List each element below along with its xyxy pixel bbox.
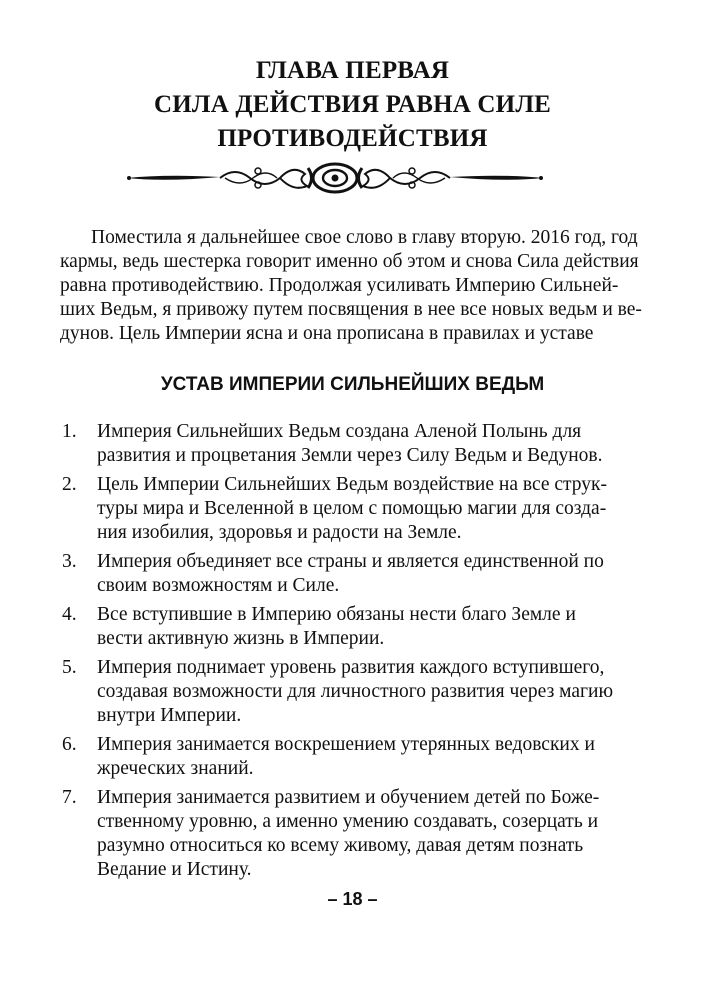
intro-line: дунов. Цель Империи ясна и она прописана в правилах и уставе — [60, 323, 594, 344]
list-item-line: внутри Империи. — [97, 705, 242, 726]
intro-line: кармы, ведь шестерка говорит именно об этом и снова Сила действия — [60, 251, 639, 272]
list-item — [60, 603, 660, 651]
list-item — [60, 656, 660, 728]
list-item-line: создавая возможности для личностного развития через магию — [97, 681, 614, 702]
charter-list — [60, 420, 660, 887]
page-number: – 18 – — [327, 889, 378, 909]
list-item-number: 7. — [62, 787, 77, 808]
decorative-flourish-icon — [125, 160, 545, 196]
list-item-line: своим возможностям и Силе. — [97, 575, 340, 596]
intro-line: равна противодействию. Продолжая усиливать Империю Сильней- — [60, 275, 619, 296]
list-item-number: 4. — [62, 604, 77, 625]
list-item-number: 5. — [62, 657, 77, 678]
list-item-line: Империя занимается развитием и обучением детей по Боже- — [97, 787, 600, 808]
list-item-line: Цель Империи Сильнейших Ведьм воздействие на все струк- — [97, 474, 607, 495]
intro-line: Поместила я дальнейшее свое слово в главу вторую. 2016 год, год — [91, 227, 638, 248]
list-item-number: 3. — [62, 551, 77, 572]
list-item — [60, 473, 660, 545]
intro-line: ших Ведьм, я привожу путем посвящения в нее все новых ведьм и ве- — [60, 299, 642, 320]
list-item-line: жреческих знаний. — [97, 758, 254, 779]
section-heading: УСТАВ ИМПЕРИИ СИЛЬНЕЙШИХ ВЕДЬМ — [160, 374, 545, 395]
list-item — [60, 550, 660, 598]
list-item-line: Империя Сильнейших Ведьм создана Аленой Полынь для — [97, 421, 582, 442]
list-item — [60, 420, 660, 468]
intro-paragraph — [60, 226, 658, 346]
chapter-title-line: СИЛА ДЕЙСТВИЯ РАВНА СИЛЕ — [153, 91, 552, 118]
list-item-line: развития и процветания Земли через Силу Ведьм и Ведунов. — [97, 445, 603, 466]
chapter-title — [0, 54, 705, 156]
list-item-line: Ведание и Истину. — [97, 859, 252, 880]
list-item — [60, 786, 660, 882]
list-item-line: Империя занимается воскрешением утерянных ведовских и — [97, 734, 595, 755]
list-item-line: Все вступившие в Империю обязаны нести благо Земле и — [97, 604, 576, 625]
list-item — [60, 733, 660, 781]
list-item-line: ния изобилия, здоровья и радости на Земле. — [97, 522, 462, 543]
list-item-number: 6. — [62, 734, 77, 755]
list-item-number: 1. — [62, 421, 77, 442]
list-item-number: 2. — [62, 474, 77, 495]
chapter-title-line: ПРОТИВОДЕЙСТВИЯ — [217, 125, 488, 152]
list-item-line: Империя объединяет все страны и является единственной по — [97, 551, 604, 572]
list-item-line: разумно относиться ко всему живому, давая детям познать — [97, 835, 584, 856]
list-item-line: Империя поднимает уровень развития каждого вступившего, — [97, 657, 605, 678]
list-item-line: вести активную жизнь в Империи. — [97, 628, 385, 649]
list-item-line: туры мира и Вселенной в целом с помощью магии для созда- — [97, 498, 607, 519]
list-item-line: ственному уровню, а именно умению создавать, созерцать и — [97, 811, 599, 832]
chapter-title-line: ГЛАВА ПЕРВАЯ — [255, 57, 450, 84]
